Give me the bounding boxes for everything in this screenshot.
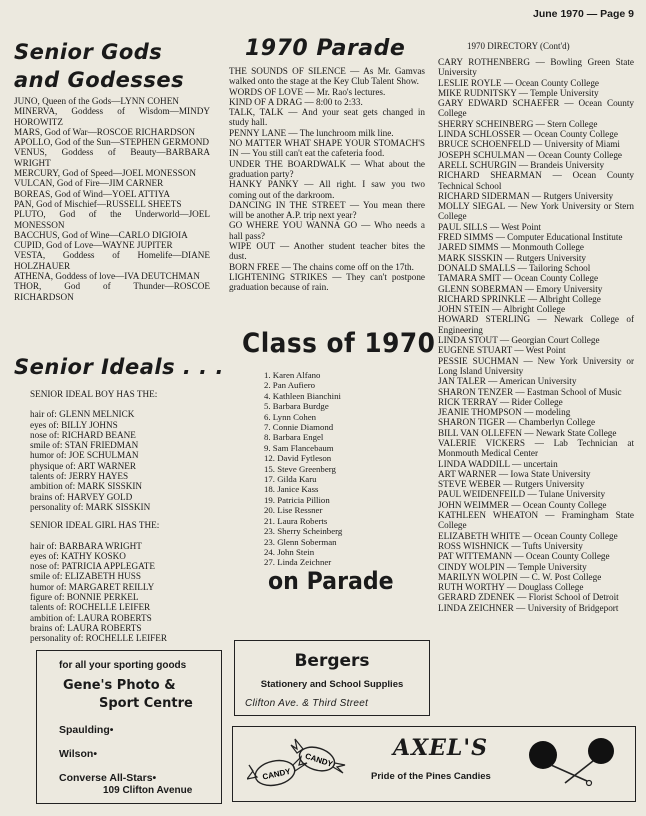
gods-entry: MINERVA, Goddess of Wisdom—MINDY HOROWITZ [14, 106, 210, 127]
gods-entry: VESTA, Goddess of Homelife—DIANE HOLZHAUER [14, 250, 210, 271]
brand-converse: Converse All-Stars• [59, 772, 157, 784]
parade-entry: GO WHERE YOU WANNA GO — Who needs a hall pass? [229, 220, 425, 241]
class-name: 21. Laura Roberts [264, 515, 328, 526]
directory-entry: JAN TALER — American University [438, 376, 577, 387]
directory-entry: MARILYN WOLPIN — C. W. Post College [438, 571, 602, 582]
directory-entry: DONALD SMALLS — Tailoring School [438, 262, 591, 273]
ideal-girl-item: eyes of: KATHY KOSKO [30, 550, 126, 561]
directory-entry: SHARON TENZER — Eastman School of Music [438, 386, 622, 397]
brand-spaulding: Spaulding• [59, 724, 114, 736]
directory-entry: LINDA STOUT — Georgian Court College [438, 335, 600, 346]
directory-entry: SHARON TIGER — Chamberlyn College [438, 417, 596, 428]
directory-entry: ROSS WISHNICK — Tufts University [438, 540, 583, 551]
directory-entry: SHERRY SCHEINBERG — Stern College [438, 118, 598, 129]
brand-wilson: Wilson• [59, 748, 97, 760]
class-title: Class of 1970 [242, 328, 436, 359]
gods-title-line2: and Godesses [14, 68, 185, 92]
page-header: June 1970 — Page 9 [533, 8, 634, 20]
parade-entry: DANCING IN THE STREET — You mean there will be another A.P. trip next year? [229, 199, 425, 221]
parade-entry: WIPE OUT — Another student teacher bites the dust. [229, 241, 425, 262]
ideal-girl-item: talents of: ROCHELLE LEIFER [30, 602, 151, 613]
class-names [264, 370, 414, 568]
ideal-girl-item: ambition of: LAURA ROBERTS [30, 612, 152, 623]
ideal-boy-item: eyes of: BILLY JOHNS [30, 419, 118, 430]
parade-entry: PENNY LANE — The lunchroom milk line. [229, 127, 394, 138]
class-name: 18. Janice Kass [264, 484, 319, 495]
genes-name-line1: Gene's Photo & [63, 678, 176, 693]
lollipops-icon [525, 733, 625, 793]
class-name: 12. David Fytleson [264, 453, 332, 464]
class-name: 6. Lynn Cohen [264, 411, 317, 422]
gods-entry: MERCURY, God of Speed—JOEL MONESSON [14, 168, 196, 179]
directory-entry: FRED SIMMS — Computer Educational Institute [438, 232, 623, 243]
parade-entry: LIGHTENING STRIKES — They can't postpone graduation because of rain. [229, 271, 425, 293]
gods-entry: VENUS, Goddess of Beauty—BARBARA WRIGHT [14, 147, 210, 168]
ideal-boy-item: personality of: MARK SISSKIN [30, 501, 151, 512]
class-name: 19. Patricia Pillion [264, 494, 330, 505]
ideal-girl-item: smile of: ELIZABETH HUSS [30, 571, 142, 582]
directory-entry: VALERIE VICKERS — Lab Technician at Monmouth Medical Center [438, 437, 634, 459]
ideal-girl-item: nose of: PATRICIA APPLEGATE [30, 561, 155, 572]
directory-entry: GARY EDWARD SCHAEFER — Ocean County College [438, 98, 634, 119]
genes-name [63, 677, 193, 713]
bergers-address: Clifton Ave. & Third Street [245, 698, 369, 709]
parade-list [229, 66, 425, 293]
gods-list [14, 96, 210, 302]
parade-entry: BORN FREE — The chains come off on the 17th. [229, 261, 414, 272]
directory-entry: LINDA SCHLOSSER — Ocean County College [438, 129, 618, 140]
directory-entry: TAMARA SMIT — Ocean County College [438, 273, 599, 284]
ideal-girl-item: hair of: BARBARA WRIGHT [30, 540, 142, 551]
parade-entry: HANKY PANKY — All right. I saw you two coming out of the darkroom. [229, 179, 425, 200]
gods-entry: CUPID, God of Love—WAYNE JUPITER [14, 240, 173, 251]
class-name: 7. Connie Diamond [264, 422, 334, 433]
directory-entry: JOSEPH SCHULMAN — Ocean County College [438, 149, 623, 160]
ideal-boy-item: humor of: JOE SCHULMAN [30, 450, 139, 461]
directory-entry: EUGENE STUART — West Point [438, 345, 566, 356]
gods-entry: PLUTO, God of the Underworld—JOEL MONESSON [14, 209, 210, 230]
parade-title: 1970 Parade [245, 36, 406, 61]
directory-entry: JOHN STEIN — Albright College [438, 304, 566, 315]
directory-entry: MIKE RUDNITSKY — Temple University [438, 87, 599, 98]
parade-entry: WORDS OF LOVE — Mr. Rao's lectures. [229, 86, 386, 97]
directory-entry: CINDY WOLPIN — Temple University [438, 561, 587, 572]
ideal-boy-item: nose of: RICHARD BEANE [30, 429, 136, 440]
ideal-boy-item: talents of: JERRY HAYES [30, 471, 129, 482]
directory-entry: MARK SISSKIN — Rutgers University [438, 252, 587, 263]
class-name: 27. Linda Zeichner [264, 557, 332, 568]
class-name: 15. Steve Greenberg [264, 463, 336, 474]
genes-address: 109 Clifton Avenue [103, 785, 193, 796]
candy-right-label: CANDY [304, 751, 334, 769]
ideal-boy-item: hair of: GLENN MELNICK [30, 409, 135, 420]
directory-entry: JEANIE THOMPSON — modeling [438, 407, 571, 418]
class-name: 5. Barbara Burdge [264, 401, 329, 412]
directory-entry: RICHARD SIDERMAN — Rutgers University [438, 190, 614, 201]
ideal-girl-item: brains of: LAURA ROBERTS [30, 622, 142, 633]
class-name: 8. Barbara Engel [264, 432, 324, 443]
class-name: 9. Sam Flancebaum [264, 442, 334, 453]
gods-entry: ATHENA, Goddess of love—IVA DEUTCHMAN [14, 271, 200, 282]
parade-entry: THE SOUNDS OF SILENCE — As Mr. Gamvas walked onto the stage at the Key Club Talent Show. [229, 66, 425, 87]
directory-entry: MOLLY SIEGAL — New York University or Stern College [438, 201, 634, 222]
ideal-boy-item: smile of: STAN FRIEDMAN [30, 440, 139, 451]
directory-entry: BRUCE SCHOENFELD — University of Miami [438, 139, 620, 150]
ideal-boy-heading: SENIOR IDEAL BOY HAS THE: [30, 389, 158, 399]
class-name: 23. Glenn Soberman [264, 536, 337, 547]
ideal-girl-heading: SENIOR IDEAL GIRL HAS THE: [30, 520, 160, 531]
class-name: 4. Kathleen Bianchini [264, 390, 341, 401]
gods-entry: BOREAS, God of Wind—YOEL ATTIYA [14, 188, 171, 199]
directory-title: 1970 DIRECTORY (Cont'd) [467, 41, 570, 51]
directory-entry: ART WARNER — Iowa State University [438, 468, 591, 479]
ideals-list [30, 389, 220, 644]
gods-title [14, 38, 184, 94]
directory-entry: LESLIE ROYLE — Ocean County College [438, 77, 600, 88]
ideal-girl-item: humor of: MARGARET REILLY [30, 581, 155, 592]
axels-name: AXEL'S [393, 735, 488, 761]
directory-entry: CARY ROTHENBERG — Bowling Green State University [438, 57, 634, 78]
bergers-name: Bergers [294, 651, 370, 671]
class-name: 23. Sherry Scheinberg [264, 526, 343, 537]
directory-entry: RICHARD SPRINKLE — Albright College [438, 293, 601, 304]
directory-entry: JOHN WEIMMER — Ocean County College [438, 499, 607, 510]
directory-entry: GERARD ZDENEK — Florist School of Detroit [438, 592, 619, 603]
directory-entry: HOWARD STERLING — Newark College of Engineering [438, 314, 634, 335]
ideal-boy-item: physique of: ART WARNER [30, 460, 137, 471]
directory-entry: ELIZABETH WHITE — Ocean County College [438, 530, 618, 541]
parade-entry: NO MATTER WHAT SHAPE YOUR STOMACH'S IN — You still can't eat the cafeteria food. [229, 138, 425, 159]
class-name: 2. Pan Aufiero [264, 380, 316, 391]
gods-entry: BACCHUS, God of Wine—CARLO DIGIOIA [14, 229, 188, 240]
class-name: 17. Gilda Karu [264, 474, 317, 485]
directory-entry: RUTH WORTHY — Douglass College [438, 582, 584, 593]
genes-name-line2: Sport Centre [99, 696, 193, 711]
gods-entry: PAN, God of Mischief—RUSSELL SHEETS [14, 198, 182, 209]
candy-left-label: CANDY [261, 766, 292, 782]
ideal-boy-item: brains of: HARVEY GOLD [30, 491, 133, 502]
class-subtitle: on Parade [268, 567, 394, 595]
class-name: 24. John Stein [264, 546, 315, 557]
class-name: 20. Lise Ressner [264, 505, 323, 516]
genes-tagline: for all your sporting goods [59, 660, 187, 671]
ideal-boy-item: ambition of: MARK SISSKIN [30, 481, 143, 492]
parade-entry: TALK, TALK — And your seat gets changed in study hall. [229, 107, 425, 128]
axels-ad [232, 726, 636, 802]
directory-entry: JARED SIMMS — Monmouth College [438, 242, 584, 253]
gods-entry: JUNO, Queen of the Gods—LYNN COHEN [14, 96, 179, 106]
parade-entry: KIND OF A DRAG — 8:00 to 2:33. [229, 96, 363, 107]
ideal-girl-item: figure of: BONNIE PERKEL [30, 592, 139, 603]
candy-right-icon [291, 739, 345, 775]
gods-entry: VULCAN, God of Fire—JIM CARNER [14, 178, 164, 189]
directory-entry: STEVE WEBER — Rutgers University [438, 479, 585, 490]
directory-entry: PAUL WEIDENFEILD — Tulane University [438, 489, 606, 500]
gods-entry: APOLLO, God of the Sun—STEPHEN GERMOND [14, 137, 209, 148]
gods-entry: THOR, God of Thunder—ROSCOE RICHARDSON [14, 281, 210, 302]
directory-entry: RICHARD SHEARMAN — Ocean County Technical School [438, 170, 634, 191]
genes-ad [36, 650, 222, 804]
parade-entry: UNDER THE BOARDWALK — What about the graduation party? [229, 158, 425, 179]
directory-entry: PESSIE SUCHMAN — New York University or Long Island University [438, 355, 634, 376]
directory-entry: PAT WITTEMANN — Ocean County College [438, 551, 610, 562]
gods-title-line1: Senior Gods [14, 40, 163, 64]
genes-brands [59, 718, 156, 790]
directory-entry: RICK TERRAY — Rider College [438, 396, 563, 407]
class-name: 1. Karen Alfano [264, 370, 321, 380]
directory-list [438, 57, 634, 613]
bergers-line: Stationery and School Supplies [260, 679, 404, 690]
directory-entry: PAUL SILLS — West Point [438, 221, 542, 232]
directory-entry: BILL VAN OLLEFEN — Newark State College [438, 427, 617, 438]
ideals-title: Senior Ideals . . . [14, 355, 224, 379]
ideal-girl-item: personality of: ROCHELLE LEIFER [30, 633, 168, 644]
directory-entry: GLENN SOBERMAN — Emory University [438, 283, 603, 294]
directory-entry: KATHLEEN WHEATON — Framingham State College [438, 510, 634, 531]
gods-entry: MARS, God of War—ROSCOE RICHARDSON [14, 126, 196, 137]
axels-line: Pride of the Pines Candies [371, 771, 491, 782]
candy-wrappers-illustration [247, 735, 347, 795]
directory-entry: ARELL SCHURGIN — Brandeis University [438, 159, 605, 170]
directory-entry: LINDA WADDILL — uncertain [438, 458, 558, 469]
candy-left-icon [247, 757, 307, 789]
bergers-ad [234, 640, 430, 716]
directory-entry: LINDA ZEICHNER — University of Bridgeport [438, 602, 619, 613]
